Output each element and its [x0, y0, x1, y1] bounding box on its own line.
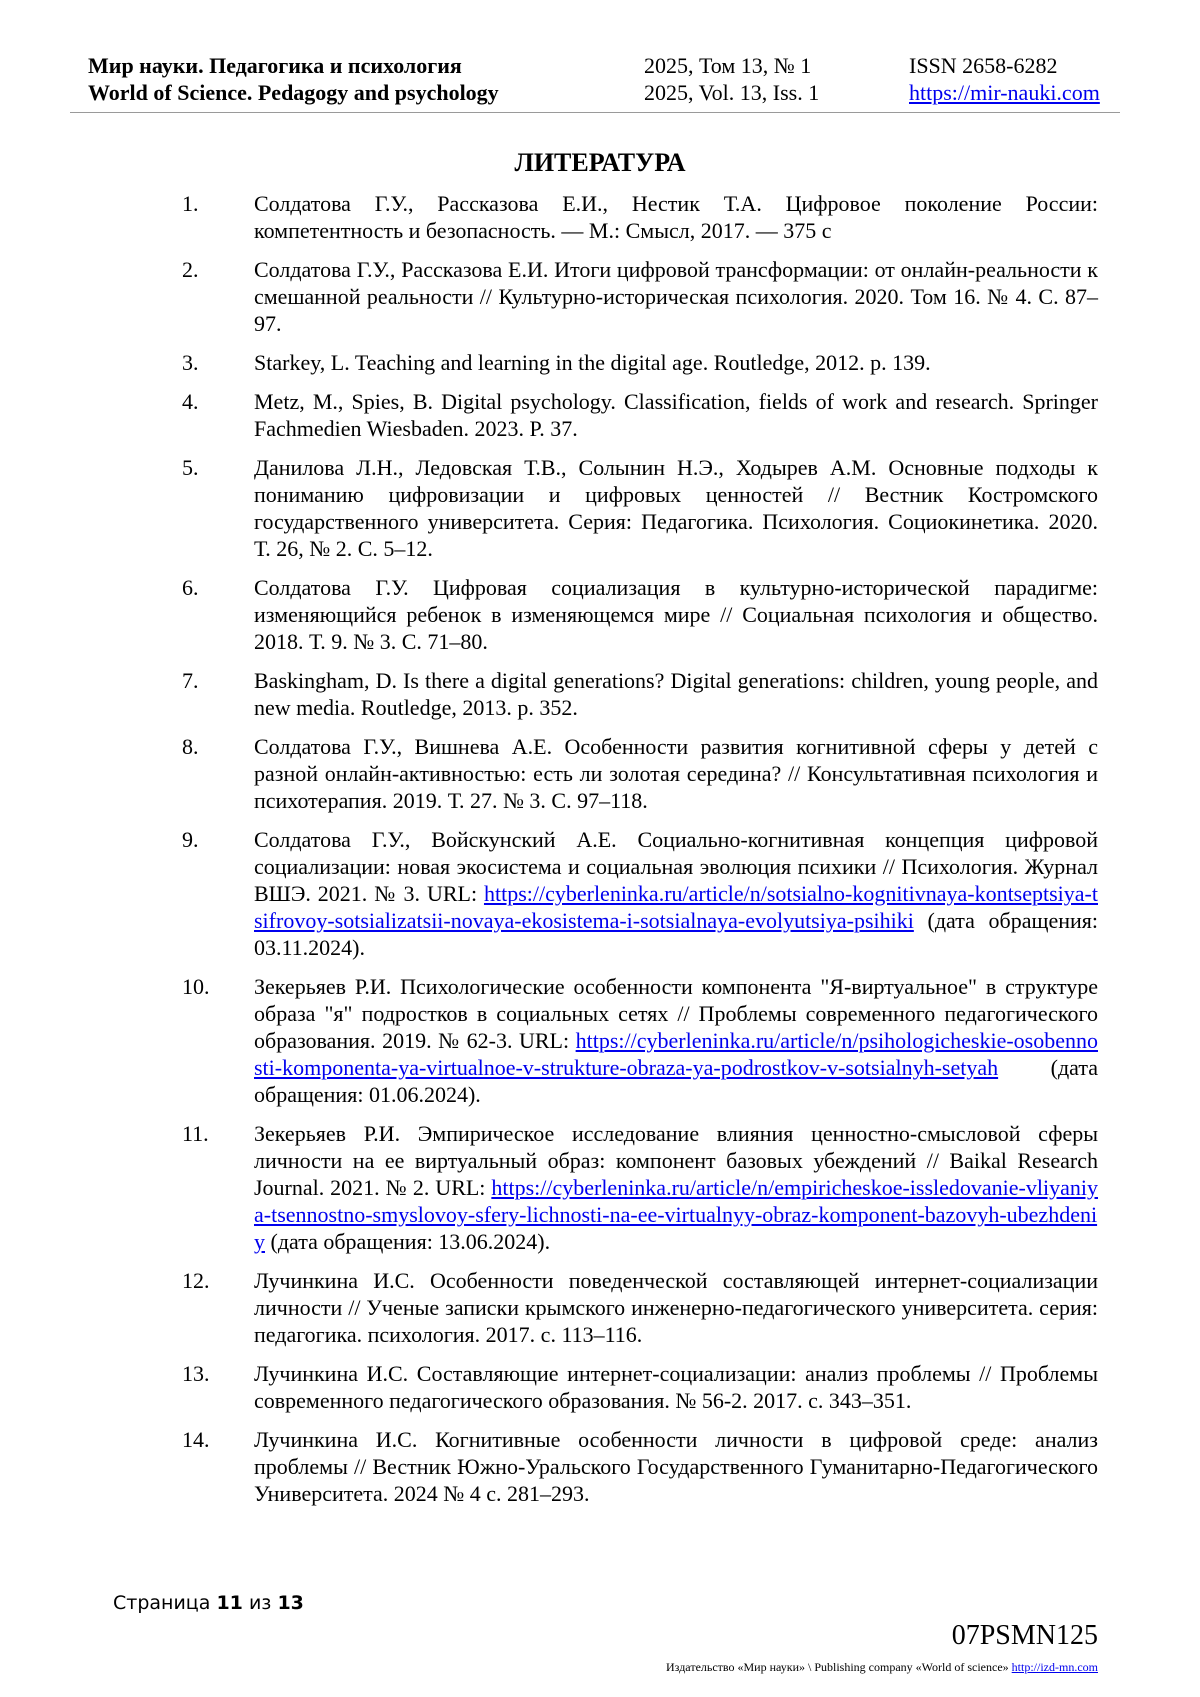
publisher-text: Издательство «Мир науки» \ Publishing company «World of science»: [666, 1660, 1009, 1674]
reference-item: [182, 973, 1098, 1108]
reference-item: [182, 574, 1098, 655]
reference-item: [182, 733, 1098, 814]
reference-number: 14.: [182, 1427, 210, 1452]
reference-text: [254, 388, 1098, 442]
reference-url-link[interactable]: https://cyberleninka.ru/article/n/empiricheskoe-issledovanie-vliyaniya-tsennostno-smyslovoy-sfery-lichnosti-na-ee-virtualnyy-obraz-komponent-bazovyh-ubezhdeniy: [254, 1175, 1098, 1254]
reference-access-date: (дата обращения: 13.06.2024).: [265, 1229, 551, 1254]
reference-number: 13.: [182, 1361, 210, 1386]
reference-access-date: (дата обращения: 03.11.2024).: [254, 908, 1098, 960]
reference-text: [254, 454, 1098, 562]
page-current: 11: [216, 1592, 243, 1614]
page-number: [113, 1592, 304, 1614]
section-title: ЛИТЕРАТУРА: [514, 148, 686, 177]
page-of: из: [248, 1592, 272, 1614]
reference-access-date: (дата обращения: 01.06.2024).: [254, 1055, 1098, 1107]
article-code: 07PSMN125: [951, 1620, 1098, 1651]
journal-title-en: World of Science. Pedagogy and psychology: [88, 80, 499, 105]
reference-body: Metz, M., Spies, B. Digital psychology. Classification, fields of work and research. Springer Fachmedien Wiesbaden. 2023. P. 37.: [254, 389, 1098, 441]
reference-text: [254, 256, 1098, 337]
reference-body: Лучинкина И.С. Составляющие интернет-социализации: анализ проблемы // Проблемы современного педагогического образования. № 56-2. 2017. с. 343–351.: [254, 1361, 1098, 1413]
issn: ISSN 2658-6282: [909, 53, 1058, 78]
reference-number: 6.: [182, 575, 199, 600]
reference-item: [182, 1120, 1098, 1255]
reference-item: [182, 349, 1098, 376]
reference-text: [254, 1120, 1098, 1255]
reference-body: Данилова Л.Н., Ледовская Т.В., Солынин Н.Э., Ходырев А.М. Основные подходы к пониманию цифровизации и цифровых ценностей // Вестник Костромского государственного университета. Серия: Педагогика. Психология. Социокинетика. 2020. Т. 26, № 2. С. 5–12.: [254, 455, 1098, 561]
reference-number: 5.: [182, 455, 199, 480]
publisher-line: [666, 1660, 1098, 1675]
page-word: Страница: [113, 1592, 211, 1614]
header-row-ru: [88, 52, 1120, 79]
reference-text: [254, 826, 1098, 961]
reference-text: [254, 349, 1098, 376]
reference-number: 4.: [182, 389, 199, 414]
header-row-en: [88, 79, 1120, 106]
reference-item: [182, 388, 1098, 442]
reference-number: 10.: [182, 974, 210, 999]
reference-body: Baskingham, D. Is there a digital generations? Digital generations: children, young people, and new media. Routledge, 2013. p. 352.: [254, 668, 1098, 720]
reference-number: 8.: [182, 734, 199, 759]
reference-body: Лучинкина И.С. Особенности поведенческой составляющей интернет-социализации личности // Ученые записки крымского инженерно-педагогического университета. серия: педагогика. психология. 2017. с. 113–116.: [254, 1268, 1098, 1347]
reference-body: Солдатова Г.У., Войскунский А.Е. Социально-когнитивная концепция цифровой социализации: новая экосистема и социальная эволюция психики // Психология. Журнал ВШЭ. 2021. № 3. URL:: [254, 827, 1098, 906]
reference-item: [182, 826, 1098, 961]
reference-number: 7.: [182, 668, 199, 693]
reference-number: 11.: [182, 1121, 209, 1146]
reference-body: Зекерьяев Р.И. Психологические особенности компонента "Я-виртуальное" в структуре образа "я" подростков в социальных сетях // Проблемы современного педагогического образования. 2019. № 62-3. URL:: [254, 974, 1098, 1053]
reference-item: [182, 256, 1098, 337]
reference-text: [254, 574, 1098, 655]
reference-text: [254, 973, 1098, 1108]
reference-item: [182, 454, 1098, 562]
reference-body: Лучинкина И.С. Когнитивные особенности личности в цифровой среде: анализ проблемы // Вестник Южно-Уральского Государственного Гуманитарно-Педагогического Университета. 2024 № 4 с. 281–293.: [254, 1427, 1098, 1506]
issue-ru: 2025, Том 13, № 1: [644, 53, 812, 78]
reference-body: Starkey, L. Teaching and learning in the digital age. Routledge, 2012. p. 139.: [254, 350, 931, 375]
reference-number: 12.: [182, 1268, 210, 1293]
reference-text: [254, 1267, 1098, 1348]
reference-item: [182, 190, 1098, 244]
journal-site-link[interactable]: https://mir-nauki.com: [909, 80, 1100, 105]
reference-body: Солдатова Г.У., Рассказова Е.И., Нестик Т.А. Цифровое поколение России: компетентность и безопасность. — М.: Смысл, 2017. — 375 с: [254, 191, 1098, 243]
reference-number: 3.: [182, 350, 199, 375]
reference-item: [182, 1426, 1098, 1507]
reference-body: Солдатова Г.У. Цифровая социализация в культурно-исторической парадигме: изменяющийся ребенок в изменяющемся мире // Социальная психология и общество. 2018. Т. 9. № 3. С. 71–80.: [254, 575, 1098, 654]
journal-header: [88, 52, 1120, 106]
reference-body: Зекерьяев Р.И. Эмпирическое исследование влияния ценностно-смысловой сферы личности на ее виртуальный образ: компонент базовых убеждений // Baikal Research Journal. 2021. № 2. URL:: [254, 1121, 1098, 1200]
reference-body: Солдатова Г.У., Вишнева А.Е. Особенности развития когнитивной сферы у детей с разной онлайн-активностью: есть ли золотая середина? // Консультативная психология и психотерапия. 2019. Т. 27. № 3. С. 97–118.: [254, 734, 1098, 813]
reference-text: [254, 667, 1098, 721]
reference-item: [182, 667, 1098, 721]
journal-title-ru: Мир науки. Педагогика и психология: [88, 53, 462, 78]
reference-text: [254, 1426, 1098, 1507]
reference-text: [254, 1360, 1098, 1414]
issue-en: 2025, Vol. 13, Iss. 1: [644, 80, 820, 105]
reference-item: [182, 1360, 1098, 1414]
reference-url-link[interactable]: https://cyberleninka.ru/article/n/psihologicheskie-osobennosti-komponenta-ya-virtualnoe-v-strukture-obraza-ya-podrostkov-v-sotsialnyh-setyah: [254, 1028, 1098, 1080]
reference-number: 1.: [182, 191, 199, 216]
reference-list: [182, 190, 1098, 1519]
reference-text: [254, 190, 1098, 244]
reference-number: 2.: [182, 257, 199, 282]
header-divider: [70, 112, 1120, 113]
page-total: 13: [277, 1592, 304, 1614]
reference-body: Солдатова Г.У., Рассказова Е.И. Итоги цифровой трансформации: от онлайн-реальности к смешанной реальности // Культурно-историческая психология. 2020. Том 16. № 4. С. 87–97.: [254, 257, 1098, 336]
reference-number: 9.: [182, 827, 199, 852]
reference-item: [182, 1267, 1098, 1348]
publisher-link[interactable]: http://izd-mn.com: [1011, 1660, 1098, 1674]
reference-text: [254, 733, 1098, 814]
reference-url-link[interactable]: https://cyberleninka.ru/article/n/sotsialno-kognitivnaya-kontseptsiya-tsifrovoy-sotsializatsii-novaya-ekosistema-i-sotsialnaya-evolyutsiya-psihiki: [254, 881, 1098, 933]
